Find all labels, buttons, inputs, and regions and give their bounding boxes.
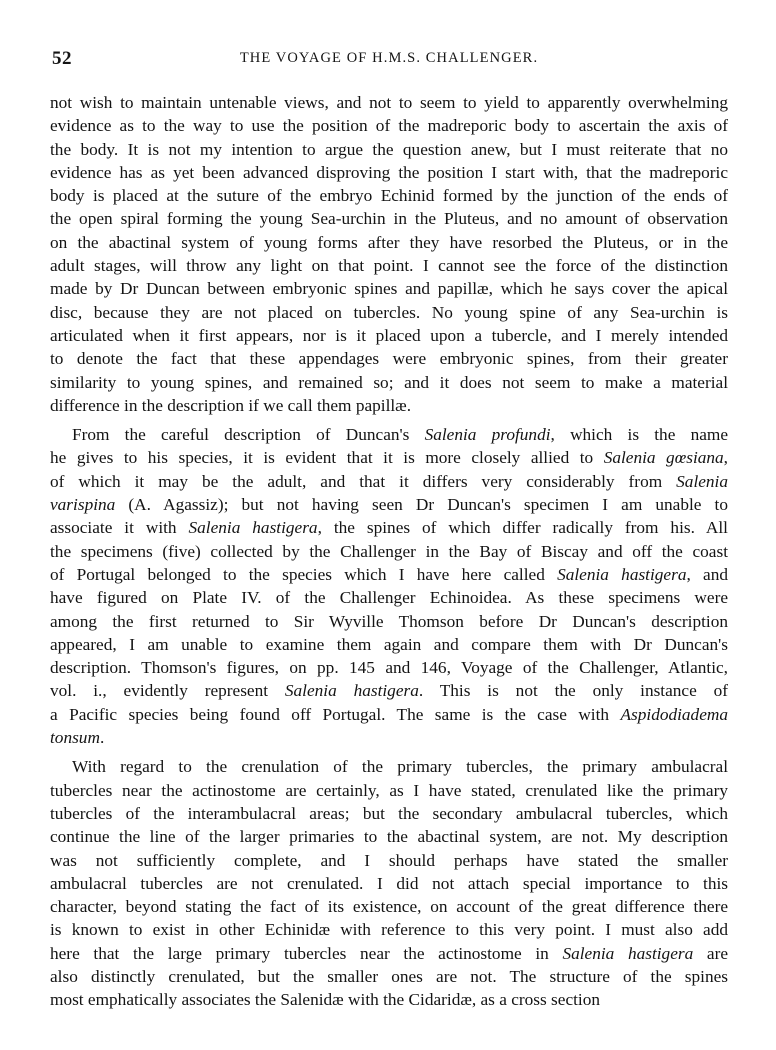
text-run: , which is the name [550, 425, 729, 445]
text-run: description. Thomson's figures, on pp. 145 and 146, Voyage of the Challenger, Atlantic, [50, 658, 728, 678]
text-line [50, 942, 728, 965]
text-run: articulated when it first appears, nor is it placed upon a tubercle, and I merely intended [50, 325, 728, 345]
document-page [50, 48, 728, 1012]
text-run: , and [686, 564, 728, 584]
text-line [50, 394, 728, 417]
text-run: made by Dr Duncan between embryonic spines and papillæ, which he says cover the apical [50, 279, 728, 299]
text-line [50, 918, 728, 941]
species-name: Salenia hastigera [188, 518, 318, 538]
text-run: the body. It is not my intention to argue the question anew, but I must reiterate that no [50, 139, 728, 159]
body-text [50, 91, 728, 1012]
text-line [50, 726, 728, 749]
species-name: Salenia [676, 471, 728, 491]
paragraph [50, 423, 728, 749]
text-run: evidence has as yet been advanced disproving the position I start with, that the madreporic [50, 162, 728, 182]
text-line [50, 610, 728, 633]
text-run: here that the large primary tubercles near the actinostome in [50, 943, 563, 963]
text-run: disc, because they are not placed on tubercles. No young spine of any Sea-urchin is [50, 302, 728, 322]
text-line [50, 446, 728, 469]
text-run: among the first returned to Sir Wyville Thomson before Dr Duncan's description [50, 611, 728, 631]
species-name: varispina [50, 495, 116, 515]
text-run: adult stages, will throw any light on that point. I cannot see the force of the distinction [50, 256, 728, 276]
text-run: evidence as to the way to use the position of the madreporic body to ascertain the axis of [50, 116, 728, 136]
text-line [50, 301, 728, 324]
text-run: . This is not the only instance of [418, 681, 729, 701]
text-line [50, 586, 728, 609]
species-name: Aspidodiadema [620, 704, 728, 724]
text-line [50, 849, 728, 872]
text-run: . [99, 728, 105, 748]
text-run: difference in the description if we call them papillæ. [50, 395, 412, 415]
text-run: character, beyond stating the fact of its existence, on account of the great difference there [50, 897, 728, 917]
text-line [50, 493, 728, 516]
species-name: tonsum [50, 728, 100, 748]
text-run: tubercles of the interambulacral areas; but the secondary ambulacral tubercles, which [50, 803, 728, 823]
text-run: are [693, 943, 728, 963]
text-run: a Pacific species being found off Portugal. The same is the case with [50, 704, 621, 724]
paragraph [50, 755, 728, 1011]
species-name: Salenia hastigera [557, 564, 687, 584]
text-line [50, 656, 728, 679]
text-run: body is placed at the suture of the embryo Echinid formed by the junction of the ends of [50, 186, 728, 206]
text-run: (A. Agassiz); but not having seen Dr Duncan's specimen I am unable to [115, 495, 728, 515]
text-line [50, 988, 728, 1011]
text-run: on the abactinal system of young forms after they have resorbed the Pluteus, or in the [50, 232, 728, 252]
species-name: Salenia hastigera [562, 943, 694, 963]
text-line [50, 91, 728, 114]
page-header [50, 48, 728, 74]
species-name: Salenia gœsiana [603, 448, 724, 468]
text-run: the open spiral forming the young Sea-urchin in the Pluteus, and no amount of observation [50, 209, 728, 229]
text-line [50, 138, 728, 161]
text-line [50, 254, 728, 277]
text-run: similarity to young spines, and remained so; and it does not seem to make a material [50, 372, 728, 392]
text-line [50, 825, 728, 848]
text-line [50, 802, 728, 825]
text-run: , the spines of which differ radically from his. All [317, 518, 728, 538]
text-line [50, 703, 728, 726]
page-number: 52 [52, 48, 72, 69]
text-run: of Portugal belonged to the species which I have here called [50, 564, 558, 584]
text-run: continue the line of the larger primaries to the abactinal system, are not. My description [50, 827, 728, 847]
text-run: the specimens (five) collected by the Challenger in the Bay of Biscay and off the coast [50, 541, 728, 561]
text-run: With regard to the crenulation of the primary tubercles, the primary ambulacral [72, 757, 728, 777]
text-run: he gives to his species, it is evident that it is more closely allied to [50, 448, 604, 468]
text-run: is known to exist in other Echinidæ with reference to this very point. I must also add [50, 920, 728, 940]
text-line [50, 231, 728, 254]
text-run: was not sufficiently complete, and I should perhaps have stated the smaller [50, 850, 728, 870]
text-line [50, 371, 728, 394]
text-run: appeared, I am unable to examine them again and compare them with Dr Duncan's [50, 634, 728, 654]
text-line [50, 540, 728, 563]
text-run: of which it may be the adult, and that it differs very considerably from [50, 471, 677, 491]
text-run: From the careful description of Duncan's [72, 425, 425, 445]
text-run: associate it with [50, 518, 189, 538]
text-run: ambulacral tubercles are not crenulated. I did not attach special importance to this [50, 873, 728, 893]
text-line [50, 779, 728, 802]
text-line [50, 563, 728, 586]
text-line [50, 347, 728, 370]
running-title: THE VOYAGE OF H.M.S. CHALLENGER. [239, 50, 539, 66]
text-line [50, 895, 728, 918]
text-line [50, 161, 728, 184]
species-name: Salenia hastigera [284, 681, 419, 701]
text-line [50, 965, 728, 988]
species-name: Salenia profundi [424, 425, 551, 445]
text-run: also distinctly crenulated, but the smaller ones are not. The structure of the spines [50, 966, 728, 986]
text-run: most emphatically associates the Salenidæ with the Cidaridæ, as a cross section [50, 990, 601, 1010]
text-run: vol. i., evidently represent [50, 681, 285, 701]
text-line [50, 207, 728, 230]
text-run: to denote the fact that these appendages were embryonic spines, from their greater [50, 349, 728, 369]
text-line [50, 470, 728, 493]
text-run: not wish to maintain untenable views, and not to seem to yield to apparently overwhelming [50, 93, 728, 112]
text-line [50, 324, 728, 347]
text-line [50, 516, 728, 539]
text-run: have figured on Plate IV. of the Challenger Echinoidea. As these specimens were [50, 588, 728, 608]
text-run: , [723, 448, 728, 468]
text-line [50, 184, 728, 207]
text-line [50, 872, 728, 895]
text-line [50, 277, 728, 300]
paragraph [50, 91, 728, 417]
text-line [50, 423, 728, 446]
text-line [50, 679, 728, 702]
text-line [50, 633, 728, 656]
text-run: tubercles near the actinostome are certainly, as I have stated, crenulated like the primary [50, 780, 728, 800]
text-line [50, 114, 728, 137]
text-line [50, 755, 728, 778]
